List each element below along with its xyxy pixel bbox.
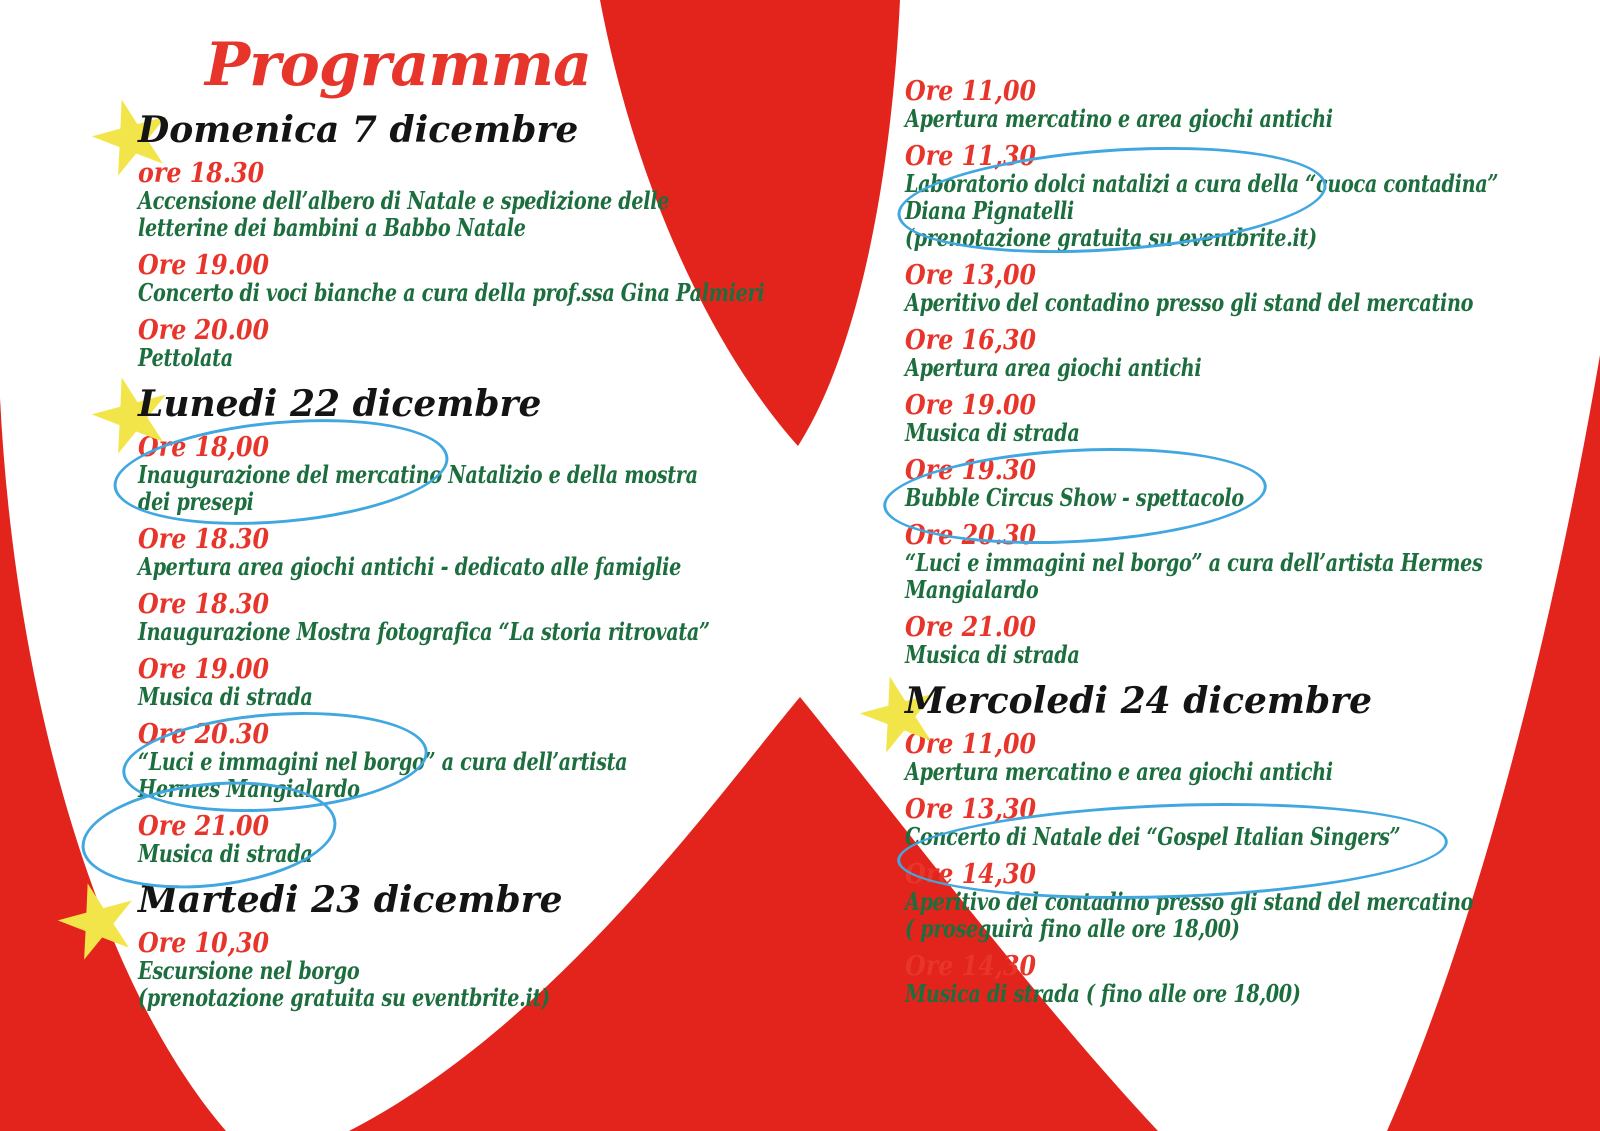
- program-event: [138, 252, 798, 306]
- program-column-right: [905, 78, 1545, 1018]
- program-event: [905, 78, 1545, 132]
- event-description-line: “Luci e immagini nel borgo” a cura dell’artista Hermes: [905, 548, 1483, 577]
- event-description-line: Inaugurazione del mercatino Natalizio e della mostra: [138, 460, 698, 489]
- program-column-left: [138, 102, 798, 1022]
- event-time: Ore 18.30: [138, 524, 270, 555]
- program-event: [905, 392, 1545, 446]
- day-heading-label: Mercoledi 24 dicembre: [905, 680, 1373, 722]
- program-event: [138, 317, 798, 371]
- event-description-line: Accensione dell’albero di Natale e spedizione delle: [138, 186, 670, 215]
- program-event: [138, 160, 798, 241]
- day-heading: [138, 382, 798, 426]
- event-description-line: Mangialardo: [905, 575, 1039, 604]
- event-description-line: ( proseguirà fino alle ore 18,00): [905, 914, 1240, 943]
- day-heading: [138, 108, 798, 152]
- program-event: [905, 796, 1545, 850]
- event-description-line: Hermes Mangialardo: [138, 774, 360, 803]
- event-time: Ore 14,30: [905, 859, 1037, 890]
- event-time: Ore 11,00: [905, 76, 1037, 107]
- event-time: Ore 19.00: [138, 250, 270, 281]
- event-description-line: Pettolata: [138, 343, 233, 372]
- event-time: Ore 19.00: [138, 654, 270, 685]
- event-description-line: Musica di strada: [138, 839, 313, 868]
- event-time: Ore 14,30: [905, 951, 1037, 982]
- event-time: Ore 13,30: [905, 794, 1037, 825]
- event-time: Ore 21.00: [138, 811, 270, 842]
- program-event: [905, 861, 1545, 942]
- event-description-line: Concerto di Natale dei “Gospel Italian Singers”: [905, 822, 1401, 851]
- event-time: Ore 10,30: [138, 928, 270, 959]
- event-description-line: Apertura area giochi antichi: [905, 353, 1202, 382]
- day-heading: [138, 878, 798, 922]
- event-description-line: Apertura mercatino e area giochi antichi: [905, 757, 1333, 786]
- program-event: [905, 731, 1545, 785]
- event-description-line: Apertura area giochi antichi - dedicato alle famiglie: [138, 552, 681, 581]
- event-time: Ore 18.30: [138, 589, 270, 620]
- event-time: Ore 21.00: [905, 612, 1037, 643]
- event-description-line: Apertura mercatino e area giochi antichi: [905, 104, 1333, 133]
- event-description-line: Concerto di voci bianche a cura della prof.ssa Gina Palmieri: [138, 278, 765, 307]
- program-event: [138, 721, 798, 802]
- event-description-line: Escursione nel borgo: [138, 956, 360, 985]
- program-event: [138, 813, 798, 867]
- program-event: [905, 262, 1545, 316]
- program-event: [905, 457, 1545, 511]
- event-time: Ore 16,30: [905, 325, 1037, 356]
- program-event: [905, 522, 1545, 603]
- event-description-line: Bubble Circus Show - spettacolo: [905, 483, 1244, 512]
- event-description-line: Aperitivo del contadino presso gli stand del mercatino: [905, 288, 1474, 317]
- event-time: Ore 11,30: [905, 141, 1037, 172]
- event-time: Ore 19.00: [905, 390, 1037, 421]
- event-description-line: (prenotazione gratuita su eventbrite.it): [138, 983, 550, 1012]
- program-event: [905, 143, 1545, 251]
- program-event: [138, 591, 798, 645]
- program-event: [905, 327, 1545, 381]
- event-description-line: (prenotazione gratuita su eventbrite.it): [905, 223, 1317, 252]
- day-heading-label: Lunedi 22 dicembre: [138, 383, 542, 425]
- event-description-line: Musica di strada: [905, 640, 1080, 669]
- page-title: Programma: [205, 30, 592, 100]
- event-description-line: Laboratorio dolci natalizi a cura della “cuoca contadina”: [905, 169, 1499, 198]
- event-time: Ore 19.30: [905, 455, 1037, 486]
- event-time: Ore 13,00: [905, 260, 1037, 291]
- event-time: ore 18.30: [138, 158, 265, 189]
- event-description-line: Inaugurazione Mostra fotografica “La storia ritrovata”: [138, 617, 710, 646]
- program-event: [138, 526, 798, 580]
- event-time: Ore 20.30: [905, 520, 1037, 551]
- day-heading-label: Domenica 7 dicembre: [138, 109, 579, 151]
- event-time: Ore 11,00: [905, 729, 1037, 760]
- event-description-line: Diana Pignatelli: [905, 196, 1074, 225]
- event-time: Ore 20.00: [138, 315, 270, 346]
- program-event: [138, 656, 798, 710]
- event-description-line: Aperitivo del contadino presso gli stand del mercatino: [905, 887, 1474, 916]
- event-time: Ore 20.30: [138, 719, 270, 750]
- event-description-line: “Luci e immagini nel borgo” a cura dell’artista: [138, 747, 628, 776]
- program-event: [138, 930, 798, 1011]
- event-description-line: Musica di strada ( fino alle ore 18,00): [905, 979, 1301, 1008]
- program-event: [905, 614, 1545, 668]
- event-time: Ore 18,00: [138, 432, 270, 463]
- day-heading: [905, 679, 1545, 723]
- program-event: [905, 953, 1545, 1007]
- event-description-line: dei presepi: [138, 487, 254, 516]
- program-event: [138, 434, 798, 515]
- day-heading-label: Martedi 23 dicembre: [138, 879, 563, 921]
- event-description-line: Musica di strada: [905, 418, 1080, 447]
- event-description-line: letterine dei bambini a Babbo Natale: [138, 213, 526, 242]
- event-description-line: Musica di strada: [138, 682, 313, 711]
